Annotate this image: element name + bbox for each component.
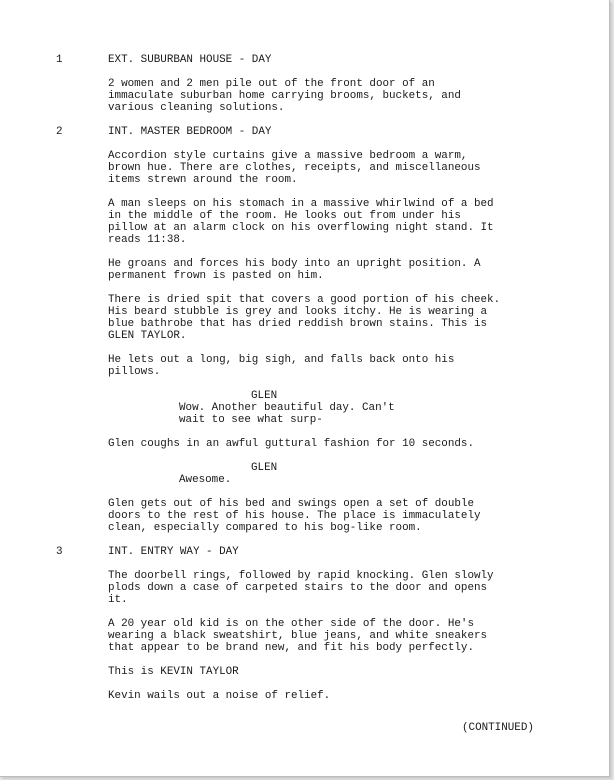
continued-marker: (CONTINUED) [462,722,534,734]
action-paragraph: Kevin wails out a noise of relief. [108,690,331,702]
dialogue-line: Wow. Another beautiful day. Can't wait to see what surp- [179,402,395,426]
scene-number: 1 [56,54,63,66]
character-name: GLEN [251,462,278,474]
action-paragraph: He groans and forces his body into an upright position. A permanent frown is pasted on him. [108,258,481,282]
action-paragraph: He lets out a long, big sigh, and falls back onto his pillows. [108,354,455,378]
action-paragraph: A 20 year old kid is on the other side of the door. He's wearing a black sweatshirt, blue jeans, and white sneakers that appear to be brand new, and fit his body perfectly. [108,618,488,654]
action-paragraph: The doorbell rings, followed by rapid knocking. Glen slowly plods down a case of carpeted stairs to the door and opens it. [108,570,494,606]
scene-heading: EXT. SUBURBAN HOUSE - DAY [108,54,272,66]
character-name: GLEN [251,390,278,402]
dialogue-line: Awesome. [179,474,232,486]
action-paragraph: There is dried spit that covers a good portion of his cheek. His beard stubble is grey and looks itchy. He is wearing a blue bathrobe that has dried reddish brown stains. This is GLEN TAYLOR. [108,294,501,342]
action-paragraph: Accordion style curtains give a massive bedroom a warm, brown hue. There are clothes, receipts, and miscellaneous items strewn around the room. [108,150,481,186]
action-paragraph: A man sleeps on his stomach in a massive whirlwind of a bed in the middle of the room. He looks out from under his pillow at an alarm clock on his overflowing night stand. It reads 11:38. [108,198,494,246]
action-paragraph: Glen gets out of his bed and swings open a set of double doors to the rest of his house. The place is immaculately clean, especially compared to his bog-like room. [108,498,481,534]
action-paragraph: Glen coughs in an awful guttural fashion for 10 seconds. [108,438,474,450]
scene-heading: INT. MASTER BEDROOM - DAY [108,126,272,138]
action-paragraph: 2 women and 2 men pile out of the front door of an immaculate suburban home carrying brooms, buckets, and various cleaning solutions. [108,78,461,114]
scene-number: 2 [56,126,63,138]
scene-number: 3 [56,546,63,558]
scene-heading: INT. ENTRY WAY - DAY [108,546,239,558]
action-paragraph: This is KEVIN TAYLOR [108,666,239,678]
